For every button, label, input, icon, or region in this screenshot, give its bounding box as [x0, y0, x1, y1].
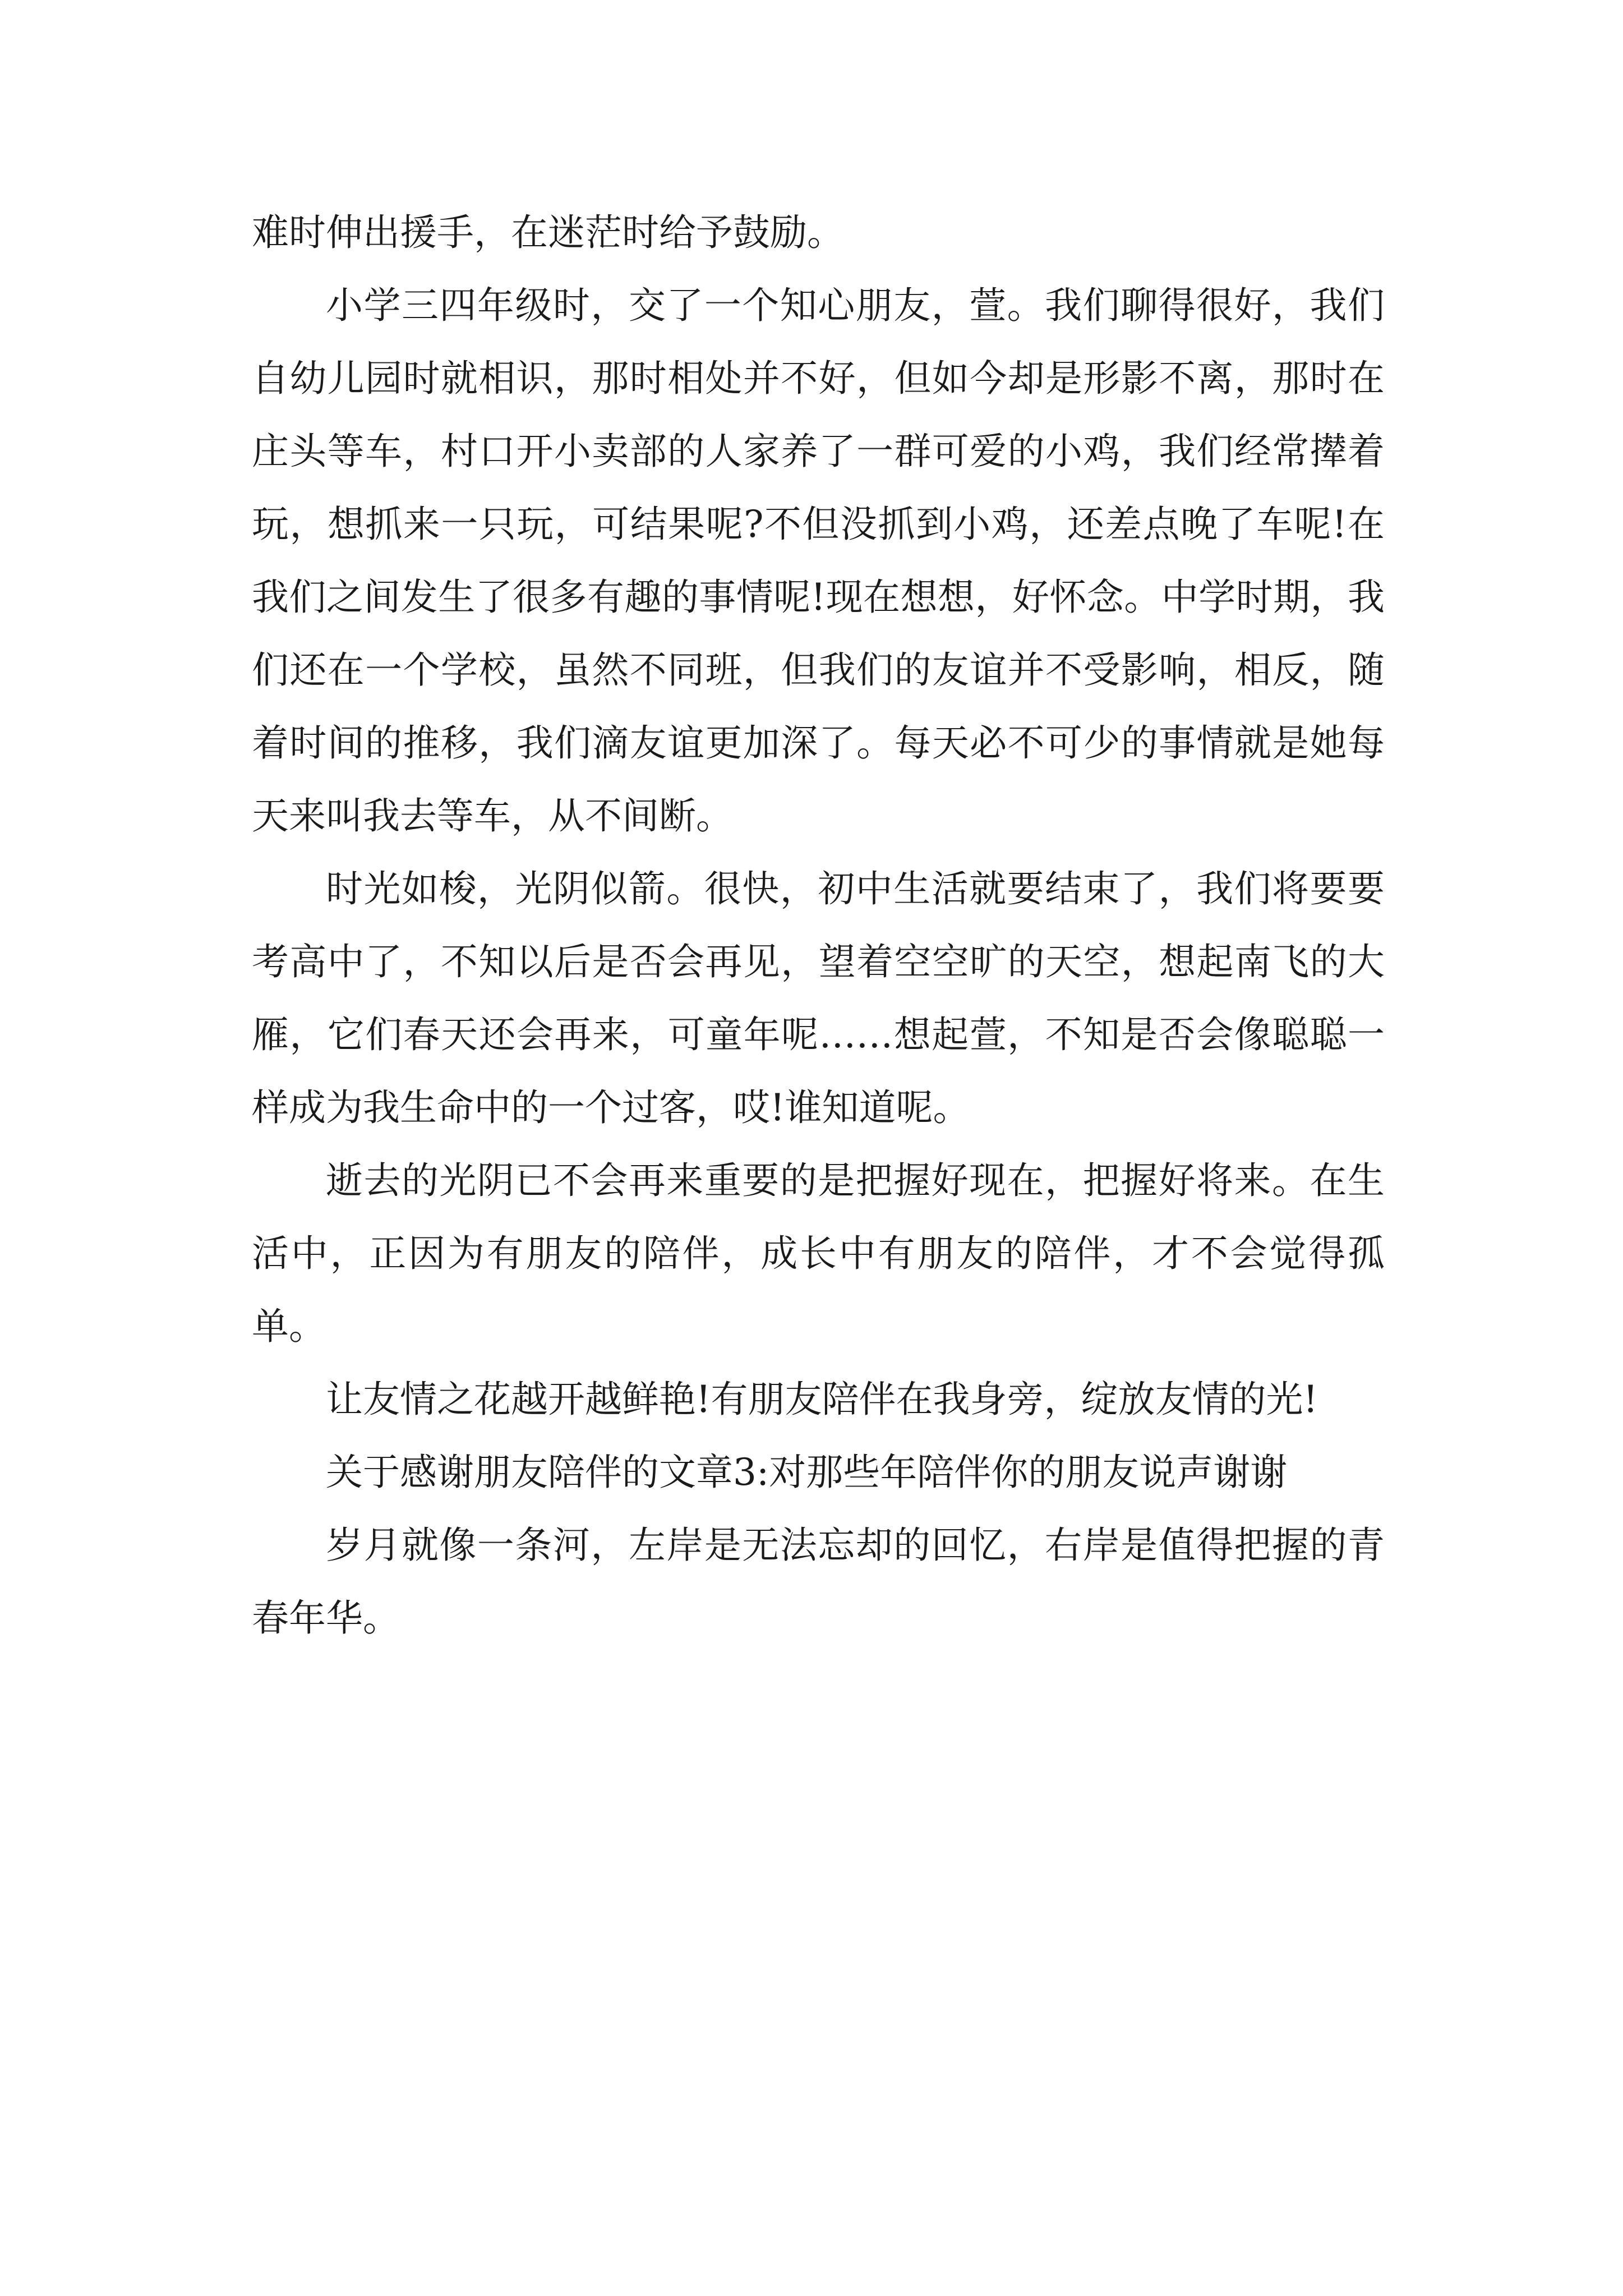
paragraph-time-flies: 时光如梭，光阴似箭。很快，初中生活就要结束了，我们将要要考高中了，不知以后是否会再见，望着空空旷的天空，想起南飞的大雁，它们春天还会再来，可童年呢……想起萱，不知是否会像聪聪一样成为我生命中的一个过客，哎!谁知道呢。 — [252, 867, 1385, 1129]
paragraph-river-of-time: 岁月就像一条河，左岸是无法忘却的回忆，右岸是值得把握的青春年华。 — [252, 1524, 1385, 1640]
paragraph-friend-xuan: 小学三四年级时，交了一个知心朋友，萱。我们聊得很好，我们自幼儿园时就相识，那时相处并不好，但如今却是形影不离，那时在庄头等车，村口开小卖部的人家养了一群可爱的小鸡，我们经常撵着玩，想抓来一只玩，可结果呢?不但没抓到小鸡，还差点晚了车呢!在我们之间发生了很多有趣的事情呢!现在想想，好怀念。中学时期，我们还在一个学校，虽然不同班，但我们的友谊并不受影响，相反，随着时间的推移，我们滴友谊更加深了。每天必不可少的事情就是她每天来叫我去等车，从不间断。 — [252, 284, 1385, 838]
paragraph-continuation: 难时伸出援手，在迷茫时给予鼓励。 — [252, 211, 844, 254]
article-heading: 关于感谢朋友陪伴的文章3:对那些年陪伴你的朋友说声谢谢 — [326, 1451, 1288, 1494]
paragraph-friendship-flower: 让友情之花越开越鲜艳!有朋友陪伴在我身旁，绽放友情的光! — [326, 1378, 1318, 1421]
paragraph-cherish-present: 逝去的光阴已不会再来重要的是把握好现在，把握好将来。在生活中，正因为有朋友的陪伴，成长中有朋友的陪伴，才不会觉得孤单。 — [252, 1159, 1385, 1348]
document-body — [252, 196, 1385, 1655]
